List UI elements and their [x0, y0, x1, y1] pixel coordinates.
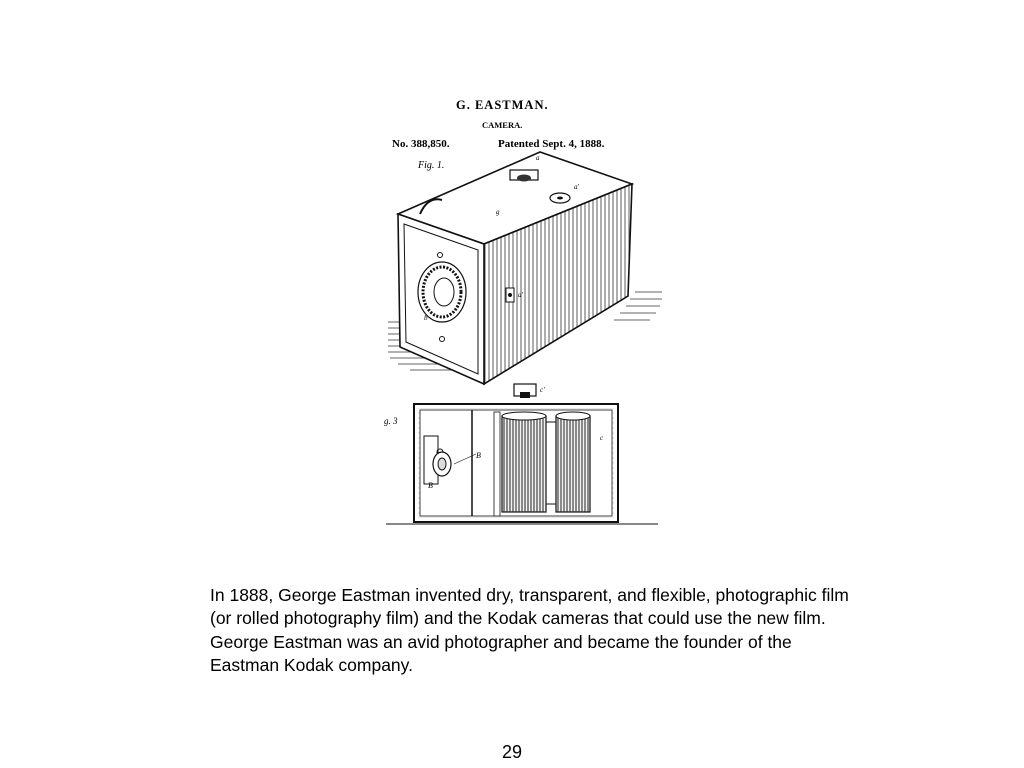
patent-drawing	[380, 92, 670, 537]
ref-letter: a'	[518, 291, 523, 299]
page-number: 29	[501, 742, 523, 762]
ref-letter: c	[600, 434, 604, 442]
ref-letter: b	[424, 314, 428, 322]
caption-paragraph-2: George Eastman was an avid photographer and became the founder of the Eastman Kodak company.	[210, 631, 792, 676]
ref-letter: B	[428, 481, 433, 490]
patent-inventor: G. EASTMAN.	[456, 98, 549, 112]
cross-section-figure	[414, 384, 618, 522]
fig1-label: Fig. 1.	[418, 160, 445, 171]
ref-letter: a	[536, 154, 540, 162]
ref-letter: a'	[574, 183, 579, 191]
winding-key-icon	[510, 170, 538, 182]
shutter-button-icon	[506, 288, 514, 302]
patent-title: CAMERA.	[482, 120, 523, 130]
dial-icon	[550, 193, 570, 203]
ref-letter: g	[496, 208, 500, 216]
fig3-label: g. 3	[384, 416, 398, 426]
ref-letter: B	[476, 451, 481, 460]
lens-icon	[418, 262, 466, 322]
patent-number: No. 388,850.	[392, 138, 450, 150]
patent-date: Patented Sept. 4, 1888.	[498, 138, 605, 150]
caption-paragraph-1: In 1888, George Eastman invented dry, transparent, and flexible, photographic film (or rolled photography film) and the Kodak cameras that could use the new film.	[210, 585, 849, 629]
ref-letter: c'	[540, 386, 545, 394]
caption-text	[210, 584, 850, 678]
